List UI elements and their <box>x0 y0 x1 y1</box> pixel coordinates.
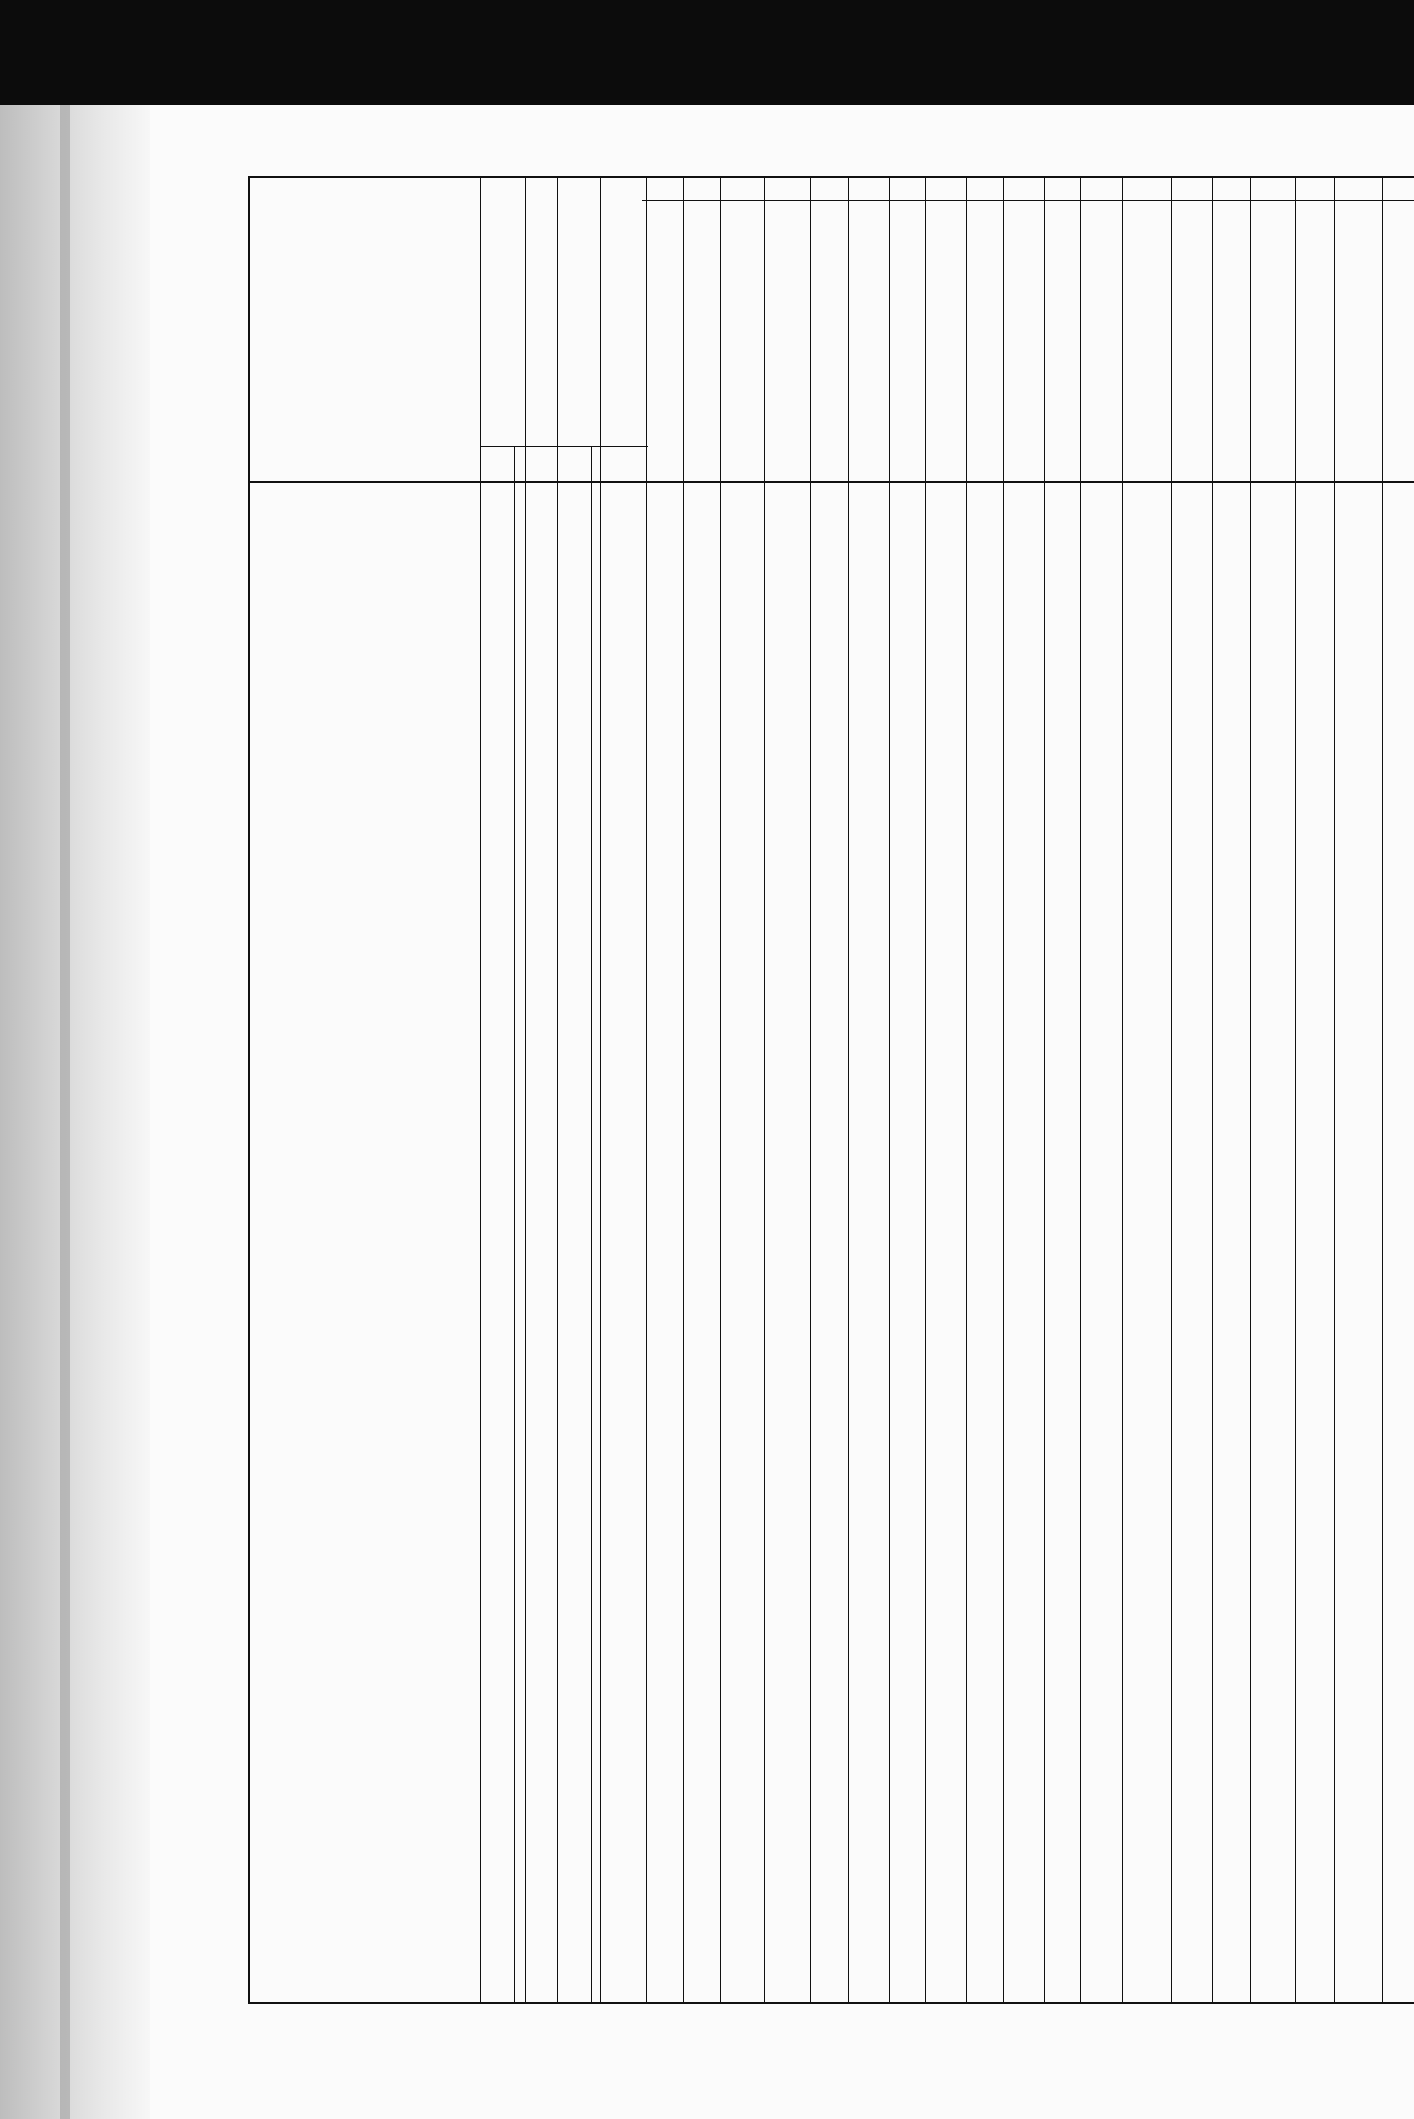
column-rule <box>925 176 926 2002</box>
column-rule <box>1171 176 1172 2002</box>
column-rule <box>810 176 811 2002</box>
column-rule <box>1212 176 1213 2002</box>
column-rule <box>1044 176 1045 2002</box>
column-rule <box>514 446 515 2002</box>
column-rule <box>1334 176 1335 2002</box>
column-rule <box>1295 176 1296 2002</box>
stub-rule <box>248 176 250 2002</box>
document-page <box>150 105 1414 2119</box>
column-rule <box>764 176 765 2002</box>
column-rule <box>1250 176 1251 2002</box>
header-bottom-rule <box>248 481 1414 483</box>
column-rule <box>480 176 481 2002</box>
column-rule <box>1122 176 1123 2002</box>
column-rule <box>600 176 601 2002</box>
scan-top-border <box>0 0 1414 105</box>
column-rule <box>1382 176 1383 2002</box>
scan-spine-shadow <box>60 105 70 2119</box>
column-rule <box>683 176 684 2002</box>
column-rule <box>591 446 592 2002</box>
column-rule <box>1003 176 1004 2002</box>
column-rule <box>966 176 967 2002</box>
column-rule <box>889 176 890 2002</box>
column-rule <box>557 176 558 2002</box>
column-rule <box>848 176 849 2002</box>
column-rule <box>720 176 721 2002</box>
header-top-rule <box>248 176 1414 178</box>
sex-code-rule <box>480 446 648 447</box>
table-bottom-rule <box>248 2002 1414 2004</box>
column-rule <box>646 176 647 2002</box>
column-rule <box>525 176 526 2002</box>
column-rule <box>1080 176 1081 2002</box>
table-title <box>240 139 1410 162</box>
scan-binding-edge <box>0 105 150 2119</box>
banner-rule <box>642 200 1414 201</box>
